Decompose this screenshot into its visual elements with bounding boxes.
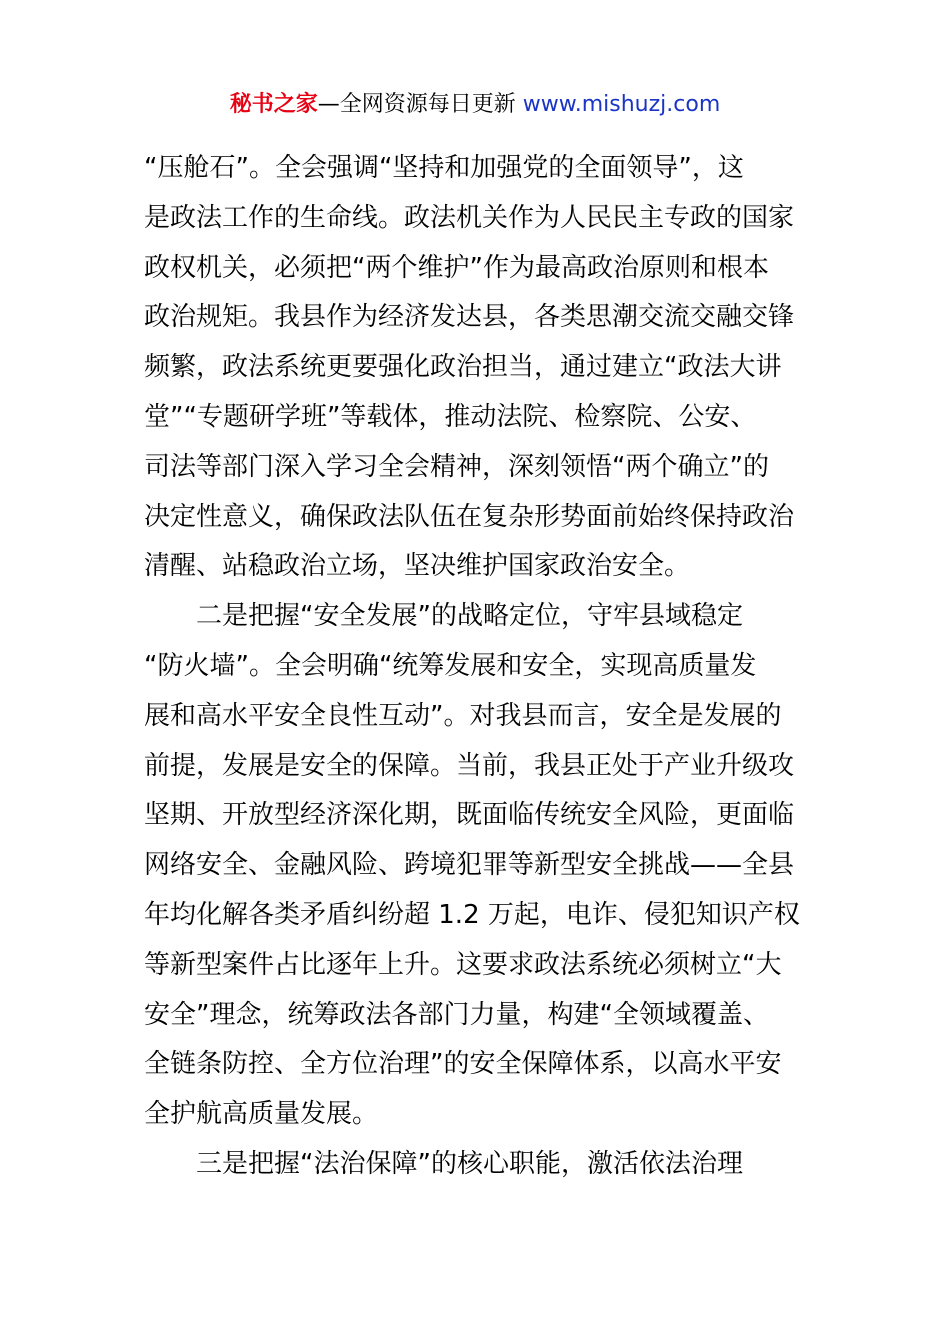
page-header xyxy=(0,88,950,122)
text-line: 决定性意义，确保政法队伍在复杂形势面前始终保持政治 xyxy=(144,501,795,532)
site-brand: 秘书之家 xyxy=(229,92,318,117)
text-line: 前提，发展是安全的保障。当前，我县正处于产业升级攻 xyxy=(144,750,795,781)
text-line: “防火墙”。全会明确“统筹发展和安全，实现高质量发 xyxy=(144,650,757,681)
text-line: 政治规矩。我县作为经济发达县，各类思潮交流交融交锋 xyxy=(144,302,795,333)
text-line: 政权机关，必须把“两个维护”作为最高政治原则和根本 xyxy=(144,252,769,283)
text-line: 等新型案件占比逐年上升。这要求政法系统必须树立“大 xyxy=(144,949,782,980)
text-line: 频繁，政法系统更要强化政治担当，通过建立“政法大讲 xyxy=(144,352,782,383)
paragraph-start-line: 三是把握“法治保障”的核心职能，激活依法治理 xyxy=(196,1148,743,1179)
paragraph-start-line: 二是把握“安全发展”的战略定位，守牢县域稳定 xyxy=(196,601,743,632)
site-url-link[interactable]: www.mishuzj.com xyxy=(522,92,721,117)
document-body xyxy=(144,144,808,1190)
text-line: 堂”“专题研学班”等载体，推动法院、检察院、公安、 xyxy=(144,401,757,432)
text-line: 展和高水平安全良性互动”。对我县而言，安全是发展的 xyxy=(144,700,782,731)
text-line: 坚期、开放型经济深化期，既面临传统安全风险，更面临 xyxy=(144,800,795,831)
site-tagline: —全网资源每日更新 xyxy=(317,92,523,117)
text-line: 网络安全、金融风险、跨境犯罪等新型安全挑战——全县 xyxy=(144,850,795,881)
text-line: 全护航高质量发展。 xyxy=(144,1099,379,1130)
text-line: 清醒、站稳政治立场，坚决维护国家政治安全。 xyxy=(144,551,691,582)
text-line: 年均化解各类矛盾纠纷超 1.2 万起，电诈、侵犯知识产权 xyxy=(144,899,800,930)
text-line: 是政法工作的生命线。政法机关作为人民民主专政的国家 xyxy=(144,202,795,233)
text-line: 司法等部门深入学习全会精神，深刻领悟“两个确立”的 xyxy=(144,451,769,482)
text-line: “压舱石”。全会强调“坚持和加强党的全面领导”，这 xyxy=(144,153,744,183)
text-line: 安全”理念，统筹政法各部门力量，构建“全领域覆盖、 xyxy=(144,999,769,1030)
text-line: 全链条防控、全方位治理”的安全保障体系，以高水平安 xyxy=(144,1049,782,1080)
